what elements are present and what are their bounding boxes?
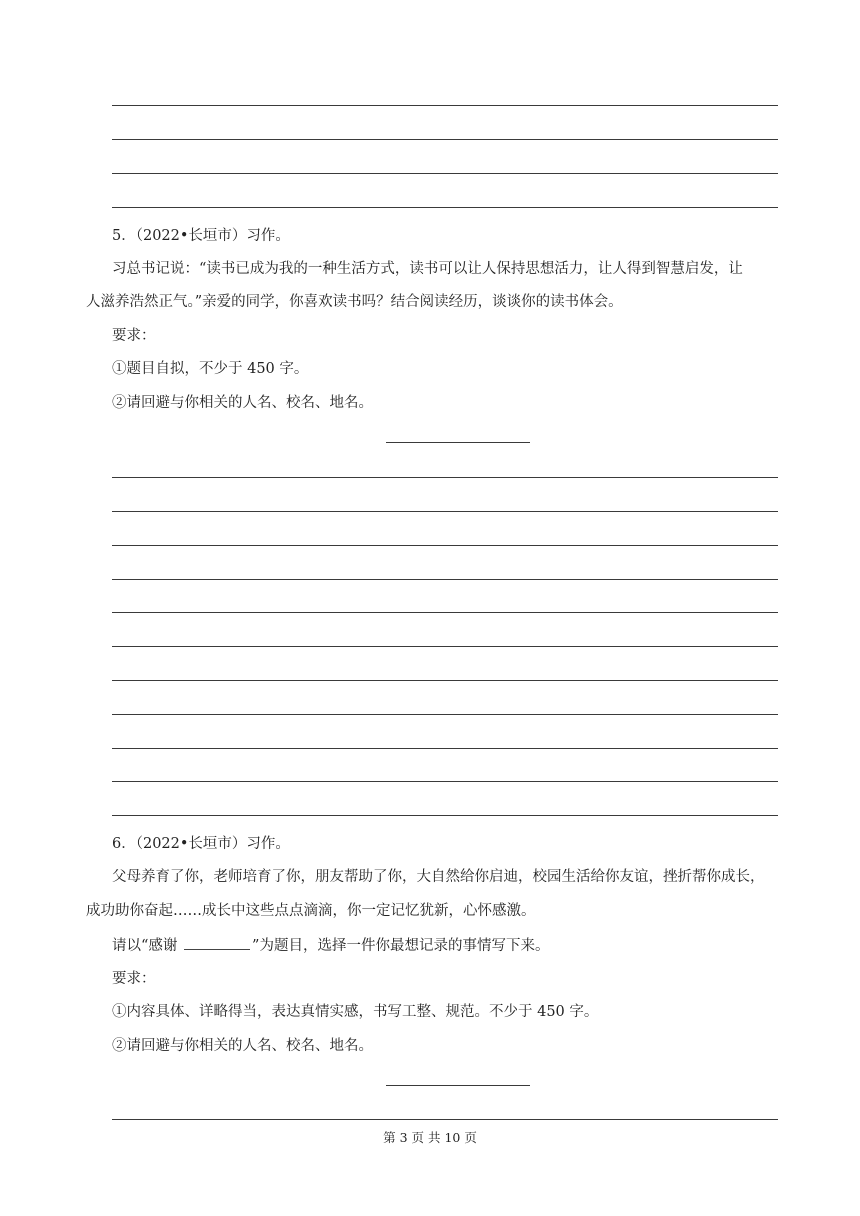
writing-line[interactable] [112, 646, 778, 647]
writing-line [112, 139, 778, 140]
q5-heading: 5．（2022•长垣市）习作。 [112, 228, 290, 244]
footer-divider [112, 1119, 778, 1120]
q5-paragraph-line-1: 习总书记说：“读书已成为我的一种生活方式，读书可以让人保持思想活力，让人得到智慧启发，让 [112, 261, 743, 277]
q5-requirement-1: ①题目自拟，不少于 450 字。 [112, 361, 309, 377]
writing-line [112, 105, 778, 106]
writing-line[interactable] [112, 579, 778, 580]
q6-title-prefix: 请以“感谢 [112, 938, 183, 954]
q6-paragraph-line-1: 父母养育了你，老师培育了你，朋友帮助了你，大自然给你启迪，校园生活给你友谊，挫折帮你成长， [112, 869, 765, 885]
q6-requirement-1: ①内容具体、详略得当，表达真情实感，书写工整、规范。不少于 450 字。 [112, 1004, 599, 1020]
q5-requirements-label: 要求： [112, 328, 156, 344]
q6-paragraph-line-2: 成功助你奋起……成长中这些点点滴滴，你一定记忆犹新，心怀感激。 [86, 903, 536, 919]
writing-line [112, 173, 778, 174]
page-footer: 第 3 页 共 10 页 [383, 1130, 477, 1145]
q6-title-blank[interactable] [386, 1085, 530, 1086]
q6-requirements-label: 要求： [112, 971, 156, 987]
writing-line[interactable] [112, 511, 778, 512]
writing-line[interactable] [112, 612, 778, 613]
q5-title-blank[interactable] [386, 442, 530, 443]
writing-line[interactable] [112, 545, 778, 546]
q5-paragraph-line-2: 人滋养浩然正气。”亲爱的同学，你喜欢读书吗？结合阅读经历，谈谈你的读书体会。 [86, 294, 623, 310]
q6-title-fill-blank[interactable] [184, 935, 250, 950]
writing-line[interactable] [112, 680, 778, 681]
q6-heading: 6．（2022•长垣市）习作。 [112, 836, 290, 852]
writing-line[interactable] [112, 781, 778, 782]
q6-title-suffix: ”为题目，选择一件你最想记录的事情写下来。 [252, 938, 550, 954]
writing-line[interactable] [112, 815, 778, 816]
q5-requirement-2: ②请回避与你相关的人名、校名、地名。 [112, 395, 373, 411]
writing-line[interactable] [112, 748, 778, 749]
writing-line[interactable] [112, 477, 778, 478]
q6-title-instruction [112, 935, 812, 956]
q6-requirement-2: ②请回避与你相关的人名、校名、地名。 [112, 1038, 373, 1054]
writing-line [112, 207, 778, 208]
writing-line[interactable] [112, 714, 778, 715]
